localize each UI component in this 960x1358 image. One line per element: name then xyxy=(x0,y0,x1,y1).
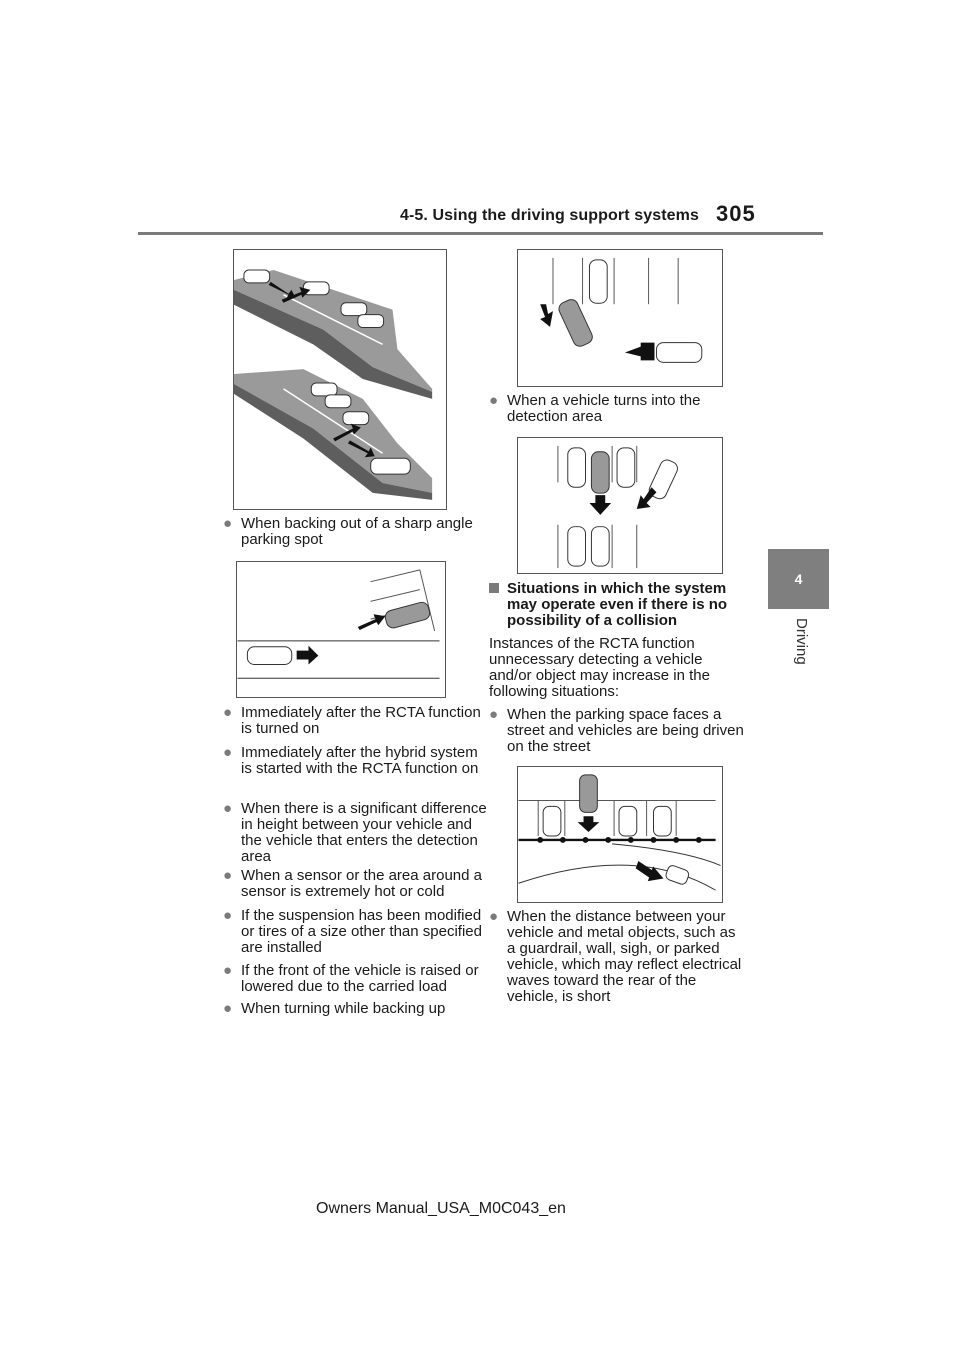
bullet-rcta-turned-on: ● Immediately after the RCTA function is turned on xyxy=(223,704,481,737)
bullet-sharp-angle: ● When backing out of a sharp angle parking spot xyxy=(223,515,473,548)
parking-lot-illustration xyxy=(518,438,722,573)
footer-manual-id: Owners Manual_USA_M0C043_en xyxy=(316,1200,566,1217)
section-heading-no-collision: Situations in which the system may operate even if there is no possibility of a collision xyxy=(489,581,743,629)
header-rule xyxy=(138,232,823,235)
bullet-icon: ● xyxy=(489,706,499,723)
bullet-parking-faces-street: ● When the parking space faces a street and vehicles are being driven on the street xyxy=(489,706,744,755)
bullet-icon: ● xyxy=(223,867,233,884)
figure-street xyxy=(517,766,723,903)
bullet-height-difference: ● When there is a significant difference in height between your vehicle and the vehicle that enters the detection area xyxy=(223,800,487,865)
vehicle-turns-in-illustration xyxy=(518,250,722,386)
sharp-angle-parking-illustration xyxy=(234,250,446,509)
bullet-sensor-temperature: ● When a sensor or the area around a sensor is extremely hot or cold xyxy=(223,867,482,900)
figure-vehicle-turns-in xyxy=(517,249,723,387)
figure-parking-lot xyxy=(517,437,723,574)
bullet-icon: ● xyxy=(223,907,233,924)
bullet-metal-objects-distance: ● When the distance between your vehicle and metal objects, such as a guardrail, wall, sigh, or parked vehicle, which may reflect electrical waves toward the rear of the vehicle, is short xyxy=(489,908,742,1005)
figure-sharp-angle-parking xyxy=(233,249,447,510)
section-title: 4-5. Using the driving support systems xyxy=(400,207,699,224)
bullet-icon: ● xyxy=(223,704,233,721)
bullet-icon: ● xyxy=(489,392,499,409)
bullet-suspension-modified: ● If the suspension has been modified or tires of a size other than specified are installed xyxy=(223,907,482,956)
intro-paragraph: Instances of the RCTA function unnecessary detecting a vehicle and/or object may increase in the following situations: xyxy=(489,635,710,700)
bullet-vehicle-turns: ● When a vehicle turns into the detection area xyxy=(489,392,701,425)
heading-marker-icon xyxy=(489,583,499,593)
bullet-icon: ● xyxy=(223,515,233,532)
bullet-load-raised: ● If the front of the vehicle is raised or lowered due to the carried load xyxy=(223,962,479,995)
street-illustration xyxy=(518,767,722,902)
bullet-icon: ● xyxy=(489,908,499,925)
figure-backing-out xyxy=(236,561,446,698)
bullet-icon: ● xyxy=(223,744,233,761)
bullet-icon: ● xyxy=(223,1000,233,1017)
chapter-label: Driving xyxy=(793,618,810,665)
chapter-number: 4 xyxy=(794,571,803,587)
bullet-turning-backing: ● When turning while backing up xyxy=(223,1000,446,1017)
bullet-hybrid-started: ● Immediately after the hybrid system is started with the RCTA function on xyxy=(223,744,479,777)
backing-out-illustration xyxy=(237,562,445,697)
bullet-icon: ● xyxy=(223,962,233,979)
bullet-icon: ● xyxy=(223,800,233,817)
chapter-tab[interactable] xyxy=(768,549,829,609)
page-number: 305 xyxy=(716,201,756,226)
